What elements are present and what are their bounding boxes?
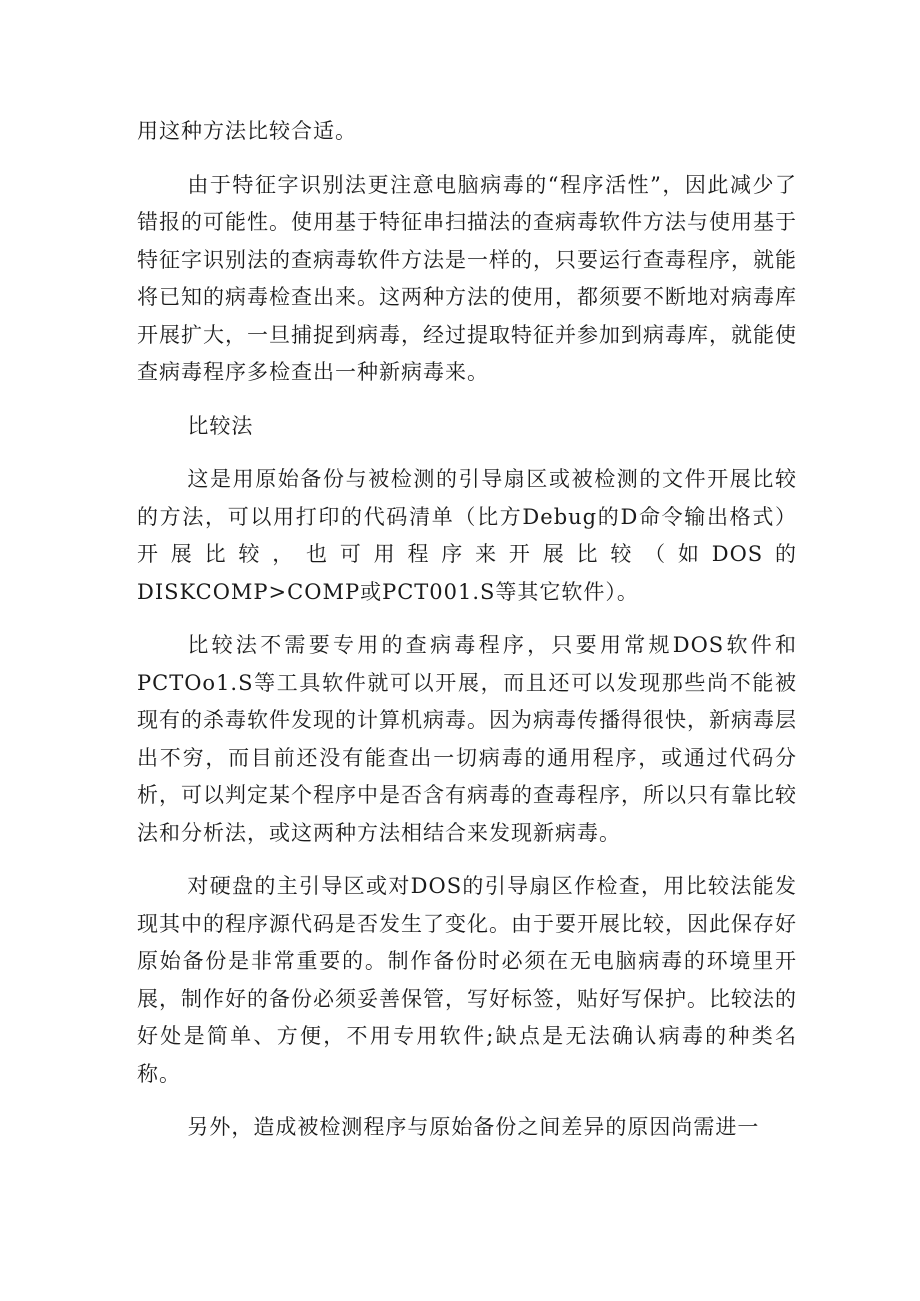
paragraph: 比较法不需要专用的查病毒程序，只要用常规DOS软件和PCTOo1.S等工具软件就可以开展，而且还可以发现那些尚不能被现有的杀毒软件发现的计算机病毒。因为病毒传播得很快，新病毒层出不穷，而目前还没有能查出一切病毒的通用程序，或通过代码分析，可以判定某个程序中是否含有病毒的查毒程序，所以只有靠比较法和分析法，或这两种方法相结合来发现新病毒。 <box>137 633 797 845</box>
paragraph: 另外，造成被检测程序与原始备份之间差异的原因尚需进一 <box>187 1115 760 1139</box>
paragraph: 对硬盘的主引导区或对DOS的引导扇区作检查，用比较法能发现其中的程序源代码是否发生了变化。由于要开展比较，因此保存好原始备份是非常重要的。制作备份时必须在无电脑病毒的环境里开展，制作好的备份必须妥善保管，写好标签，贴好写保护。比较法的好处是简单、方便，不用专用软件;缺点是无法确认病毒的种类名称。 <box>137 874 797 1086</box>
document-body <box>137 113 797 1163</box>
paragraph: 这是用原始备份与被检测的引导扇区或被检测的文件开展比较的方法，可以用打印的代码清单（比方Debug的D命令输出格式）开展比较，也可用程序来开展比较（如DOS的DISKCOMP>COMP或PCT001.S等其它软件）。 <box>137 467 797 604</box>
paragraph: 用这种方法比较合适。 <box>137 119 357 143</box>
paragraph: 由于特征字识别法更注意电脑病毒的“程序活性”，因此减少了错报的可能性。使用基于特征串扫描法的查病毒软件方法与使用基于特征字识别法的查病毒软件方法是一样的，只要运行查毒程序，就能将已知的病毒检查出来。这两种方法的使用，都须要不断地对病毒库开展扩大，一旦捕捉到病毒，经过提取特征并参加到病毒库，就能使查病毒程序多检查出一种新病毒来。 <box>137 172 797 384</box>
section-heading: 比较法 <box>187 413 254 438</box>
